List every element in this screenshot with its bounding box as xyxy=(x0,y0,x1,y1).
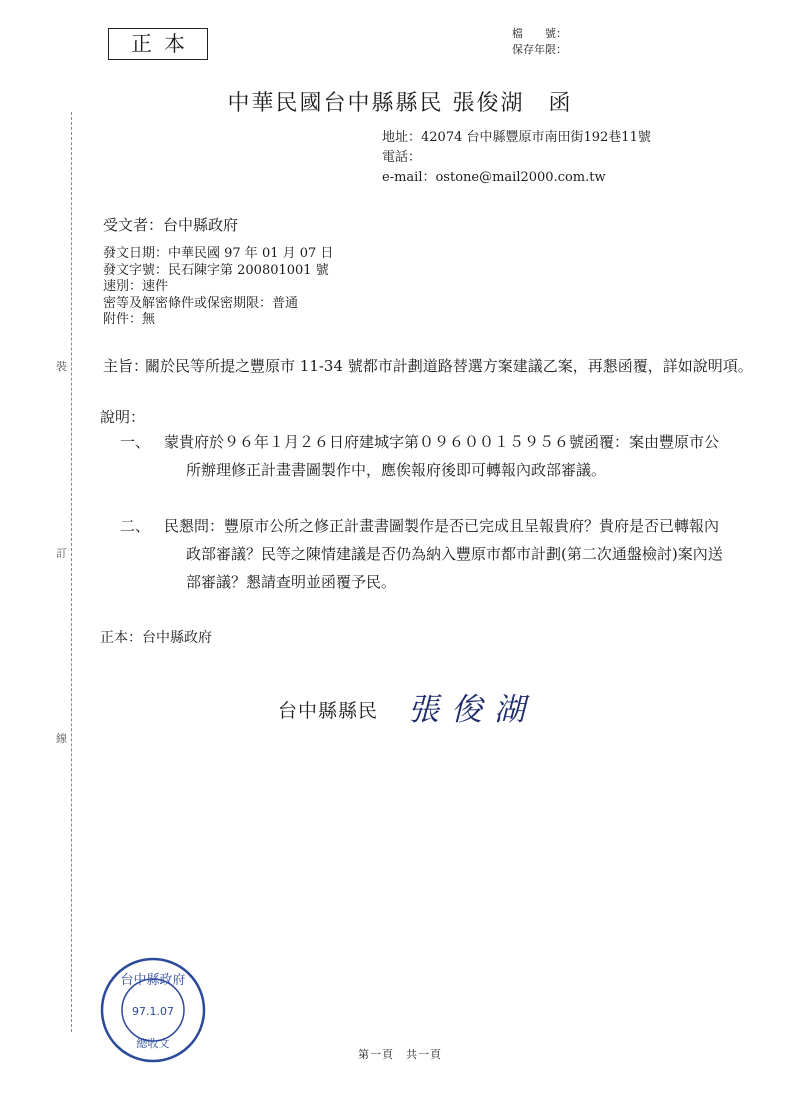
sender-address: 地址：42074 台中縣豐原市南田街192巷11號 xyxy=(382,130,651,145)
file-meta xyxy=(512,26,567,58)
copy-to: 正本：台中縣政府 xyxy=(100,630,212,646)
item-number: 二、 xyxy=(120,517,151,535)
secrecy-level: 密等及解密條件或保密期限：普通 xyxy=(103,295,299,311)
sender-contact xyxy=(382,128,651,188)
binding-line xyxy=(71,112,72,1032)
page-footer: 第一頁 共一頁 xyxy=(358,1048,442,1061)
sender-email: e-mail：ostone@mail2000.com.tw xyxy=(382,170,606,185)
signature-label: 台中縣縣民 xyxy=(278,700,379,722)
delivery-speed: 速別：速件 xyxy=(103,279,169,294)
subject-label: 主旨： xyxy=(103,357,149,375)
seal-dept: 總收文 xyxy=(136,1037,170,1050)
attachment: 附件：無 xyxy=(103,312,156,327)
document-number: 發文字號：民石陳字第 200801001 號 xyxy=(103,262,329,278)
binding-char-zhuang: 裝 xyxy=(56,360,67,373)
explanation-item xyxy=(120,428,732,484)
item-text: 民懇問：豐原市公所之修正計畫書圖製作是否已完成且呈報貴府？貴府是否已轉報內政部審議？民等之陳情建議是否仍為納入豐原市都市計劃(第二次通盤檢討)案內送部審議？懇請查明並函覆予民。 xyxy=(164,517,723,591)
subject-section xyxy=(103,354,753,379)
document-meta xyxy=(103,246,333,329)
sender-phone: 電話： xyxy=(382,150,422,165)
retention-label: 保存年限： xyxy=(512,43,567,56)
item-text: 蒙貴府於９６年１月２６日府建城字第０９６００１５９５６號函覆：案由豐原市公所辦理修正計畫書圖製作中，應俟報府後即可轉報內政部審議。 xyxy=(164,433,720,479)
item-number: 一、 xyxy=(120,433,151,451)
document-title: 中華民國台中縣縣民 張俊湖 函 xyxy=(227,91,573,116)
subject-text: 關於民等所提之豐原市 11-34 號都市計劃道路替選方案建議乙案，再懇函覆，詳如說明項。 xyxy=(145,357,753,375)
seal-date: 97.1.07 xyxy=(132,1005,174,1018)
explanation-item xyxy=(120,512,732,596)
issue-date: 發文日期：中華民國 97 年 01 月 07 日 xyxy=(103,246,334,261)
binding-char-xian: 線 xyxy=(56,732,67,745)
binding-char-ding: 訂 xyxy=(56,547,67,560)
file-number-label: 檔 號： xyxy=(512,27,567,40)
handwritten-signature: 張俊湖 xyxy=(408,692,537,728)
explanation-label: 說明： xyxy=(100,408,146,426)
copy-type-stamp: 正本 xyxy=(108,28,208,60)
seal-org: 台中縣政府 xyxy=(120,973,186,988)
recipient: 受文者：台中縣政府 xyxy=(103,216,239,234)
receipt-seal xyxy=(98,955,208,1065)
